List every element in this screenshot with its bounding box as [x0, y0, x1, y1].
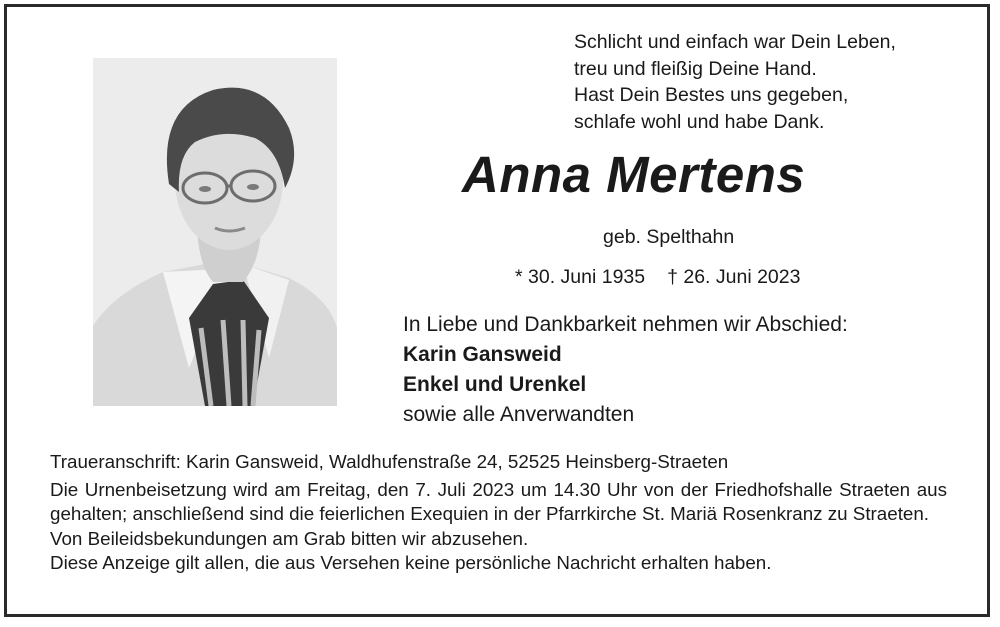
poem-line: Schlicht und einfach war Dein Leben, — [574, 31, 896, 53]
farewell-intro: In Liebe und Dankbarkeit nehmen wir Abschied: — [403, 313, 848, 336]
portrait-image — [93, 58, 337, 406]
info-section — [50, 450, 950, 575]
relatives-line: sowie alle Anverwandten — [403, 403, 635, 426]
portrait-photo — [93, 58, 337, 406]
birth-name: geb. Spelthahn — [603, 226, 735, 248]
mourning-address: Traueranschrift: Karin Gansweid, Waldhufenstraße 24, 52525 Heinsberg-Straeten — [50, 451, 729, 472]
birth-date: * 30. Juni 1935 — [515, 266, 646, 288]
life-dates — [515, 266, 800, 289]
farewell-section — [403, 310, 848, 430]
condolences-note: Von Beileidsbekundungen am Grab bitten wir abzusehen. — [50, 527, 529, 549]
mourner-name: Karin Gansweid — [403, 343, 562, 366]
mourner-name: Enkel und Urenkel — [403, 373, 587, 396]
ceremony-text: Die Urnenbeisetzung wird am Freitag, den 7. Juli 2023 um 14.30 Uhr von der Friedhofshalle Straeten aus gehalten; anschließend sind die feierlichen Exequien in der Pfarrkirche St. Mariä Rosenkranz zu Straeten. — [50, 479, 947, 525]
notice-text: Diese Anzeige gilt allen, die aus Versehen keine persönliche Nachricht erhalten haben. — [50, 551, 772, 573]
poem-line: schlafe wohl und habe Dank. — [574, 110, 825, 133]
poem-line: Hast Dein Bestes uns gegeben, — [574, 84, 849, 106]
obituary-card — [4, 4, 990, 617]
death-date: † 26. Juni 2023 — [667, 266, 801, 288]
poem-line: treu und fleißig Deine Hand. — [574, 57, 817, 80]
deceased-name: Anna Mertens — [462, 146, 806, 203]
poem — [574, 29, 984, 135]
